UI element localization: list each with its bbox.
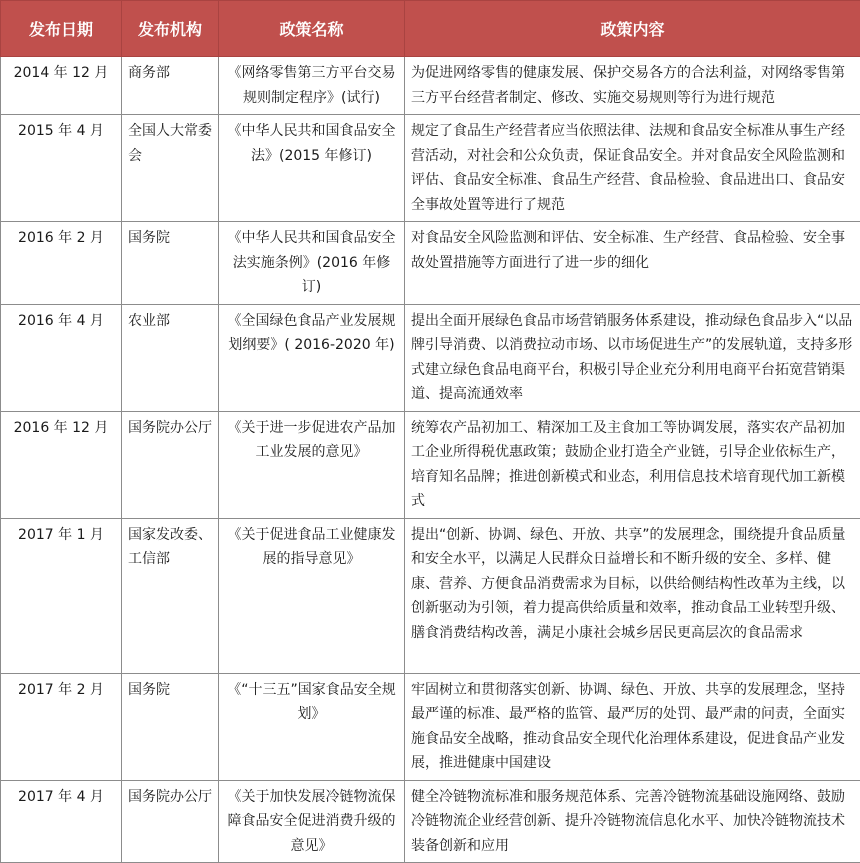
cell-policy-name: 《关于促进食品工业健康发展的指导意见》	[219, 518, 405, 673]
cell-org: 国家发改委、工信部	[122, 518, 219, 673]
cell-policy-content: 为促进网络零售的健康发展、保护交易各方的合法利益，对网络零售第三方平台经营者制定、修改、实施交易规则等行为进行规范	[405, 57, 860, 115]
cell-date: 2016 年 4 月	[1, 304, 122, 411]
table-row	[1, 411, 860, 518]
cell-policy-content: 健全冷链物流标准和服务规范体系、完善冷链物流基础设施网络、鼓励冷链物流企业经营创新、提升冷链物流信息化水平、加快冷链物流技术装备创新和应用	[405, 780, 860, 863]
cell-org: 商务部	[122, 57, 219, 115]
cell-date: 2014 年 12 月	[1, 57, 122, 115]
cell-policy-name: 《全国绿色食品产业发展规划纲要》( 2016-2020 年)	[219, 304, 405, 411]
table-row	[1, 304, 860, 411]
header-row	[1, 1, 860, 57]
header-name: 政策名称	[219, 1, 405, 57]
cell-org: 国务院办公厅	[122, 411, 219, 518]
table-row	[1, 673, 860, 780]
table-row	[1, 222, 860, 305]
header-org: 发布机构	[122, 1, 219, 57]
cell-date: 2017 年 1 月	[1, 518, 122, 673]
cell-policy-name: 《“十三五”国家食品安全规划》	[219, 673, 405, 780]
table-row	[1, 115, 860, 222]
cell-policy-content: 提出“创新、协调、绿色、开放、共享”的发展理念，围绕提升食品质量和安全水平，以满足人民群众日益增长和不断升级的安全、多样、健康、营养、方便食品消费需求为目标，以供给侧结构性改革为主线，以创新驱动为引领，着力提高供给质量和效率，推动食品工业转型升级、膳食消费结构改善，满足小康社会城乡居民更高层次的食品需求	[405, 518, 860, 673]
cell-policy-name: 《关于进一步促进农产品加工业发展的意见》	[219, 411, 405, 518]
cell-policy-content: 牢固树立和贯彻落实创新、协调、绿色、开放、共享的发展理念，坚持最严谨的标准、最严格的监管、最严厉的处罚、最严肃的问责，全面实施食品安全战略，推动食品安全现代化治理体系建设，促进食品产业发展，推进健康中国建设	[405, 673, 860, 780]
cell-date: 2015 年 4 月	[1, 115, 122, 222]
cell-org: 国务院办公厅	[122, 780, 219, 863]
cell-policy-content: 对食品安全风险监测和评估、安全标准、生产经营、食品检验、安全事故处置措施等方面进行了进一步的细化	[405, 222, 860, 305]
cell-policy-content: 提出全面开展绿色食品市场营销服务体系建设，推动绿色食品步入“以品牌引导消费、以消费拉动市场、以市场促进生产”的发展轨道，支持多形式建立绿色食品电商平台，积极引导企业充分利用电商平台拓宽营销渠道、提高流通效率	[405, 304, 860, 411]
header-date: 发布日期	[1, 1, 122, 57]
cell-org: 国务院	[122, 673, 219, 780]
table-row	[1, 518, 860, 673]
cell-date: 2017 年 4 月	[1, 780, 122, 863]
cell-date: 2016 年 2 月	[1, 222, 122, 305]
cell-policy-name: 《中华人民共和国食品安全法实施条例》(2016 年修订)	[219, 222, 405, 305]
cell-policy-content: 规定了食品生产经营者应当依照法律、法规和食品安全标准从事生产经营活动，对社会和公众负责，保证食品安全。并对食品安全风险监测和评估、食品安全标准、食品生产经营、食品检验、食品进出口、食品安全事故处置等进行了规范	[405, 115, 860, 222]
header-content: 政策内容	[405, 1, 860, 57]
cell-org: 全国人大常委会	[122, 115, 219, 222]
cell-policy-content: 统筹农产品初加工、精深加工及主食加工等协调发展，落实农产品初加工企业所得税优惠政策；鼓励企业打造全产业链，引导企业依标生产，培育知名品牌；推进创新模式和业态，利用信息技术培育现代加工新模式	[405, 411, 860, 518]
cell-policy-name: 《中华人民共和国食品安全法》(2015 年修订)	[219, 115, 405, 222]
cell-policy-name: 《关于加快发展冷链物流保障食品安全促进消费升级的意见》	[219, 780, 405, 863]
cell-date: 2016 年 12 月	[1, 411, 122, 518]
cell-org: 农业部	[122, 304, 219, 411]
cell-policy-name: 《网络零售第三方平台交易规则制定程序》(试行)	[219, 57, 405, 115]
cell-date: 2017 年 2 月	[1, 673, 122, 780]
cell-org: 国务院	[122, 222, 219, 305]
table-row	[1, 780, 860, 863]
table-row	[1, 57, 860, 115]
